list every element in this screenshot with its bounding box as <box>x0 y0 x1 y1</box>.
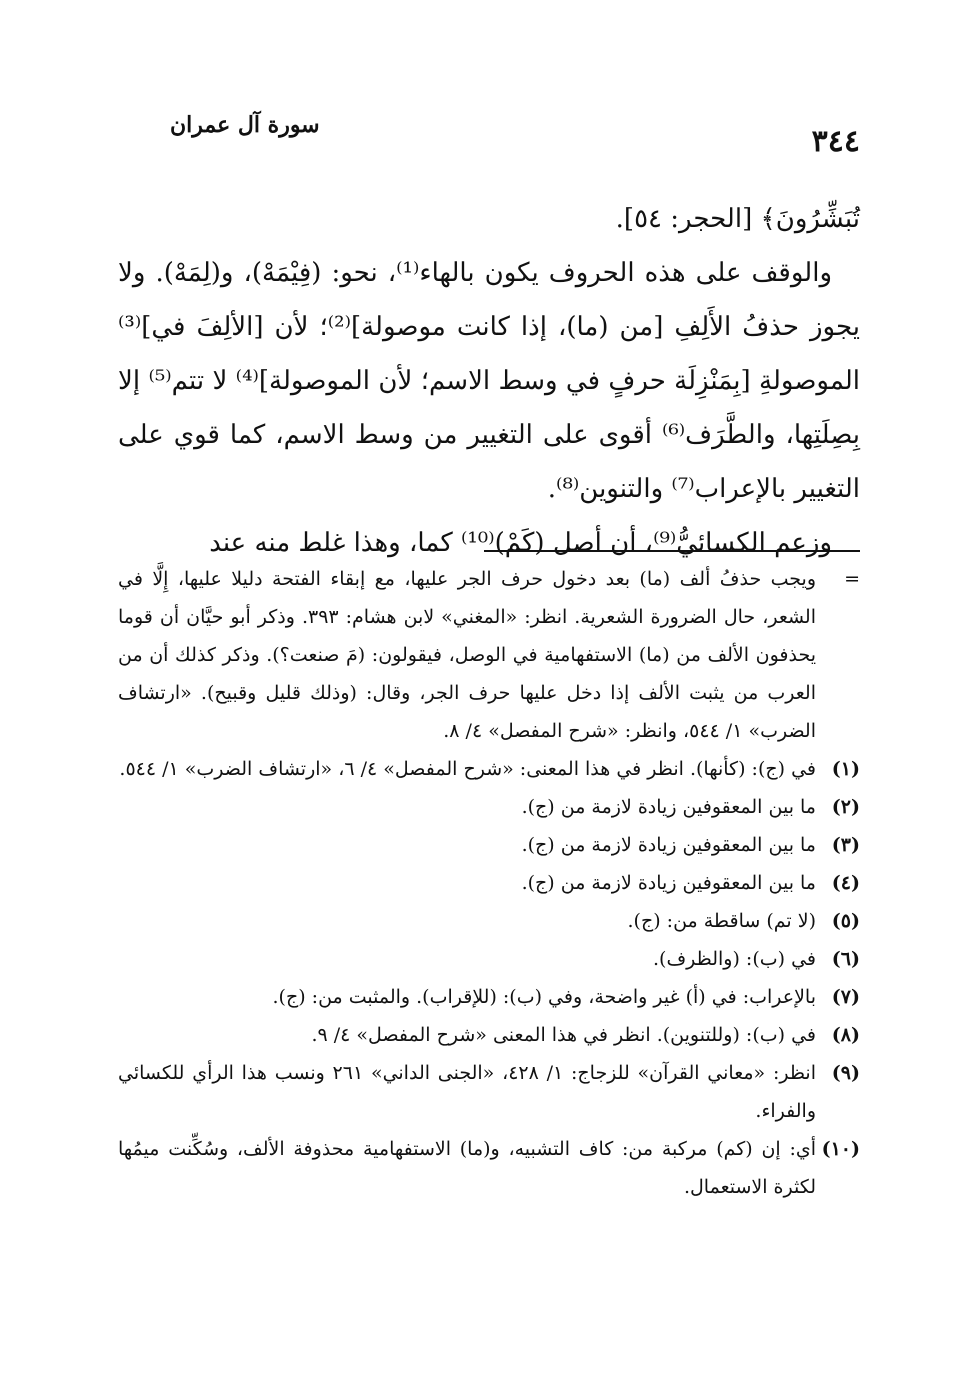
footnote-text: في (ب): (وللتنوين). انظر في هذا المعنى «شرح المفصل» ٤/ ٩. <box>311 1024 816 1046</box>
footnote-number: (٢) <box>831 796 860 818</box>
body-paragraph: والوقف على هذه الحروف يكون بالهاء⁽¹⁾، نحو: (فِيْمَهْ)، و(لِمَهْ). ولا يجوز حذفُ الأَلِفِ [من (ما)، إذا كانت موصولة]⁽²⁾؛ لأن [الألِفَ في]⁽³⁾ الموصولةِ [بِمَنْزِلَة حرفٍ في وسط الاسم؛ لأن الموصولة]⁽⁴⁾ لا تتم⁽⁵⁾ إلا بِصِلَتِها، والطَّرَف⁽⁶⁾ أقوى على التغيير من وسط الاسم، كما قوي على التغيير بالإعراب⁽⁷⁾ والتنوين⁽⁸⁾. <box>118 258 861 504</box>
footnote-number: (٥) <box>831 910 860 932</box>
footnote-number: (٦) <box>831 948 860 970</box>
main-text <box>118 192 860 570</box>
footnote <box>118 1130 860 1206</box>
footnote <box>118 940 860 978</box>
continuation-mark: = <box>844 568 860 590</box>
footnote-text: في (ج): (كأنها). انظر في هذا المعنى: «شرح المفصل» ٤/ ٦، «ارتشاف الضرب» ١/ ٥٤٤. <box>119 758 816 780</box>
page-number: ٣٤٤ <box>811 124 860 159</box>
footnote-number: (١٠) <box>821 1138 860 1160</box>
footnote <box>118 902 860 940</box>
footnote-text: ما بين المعقوفين زيادة لازمة من (ج). <box>521 796 816 818</box>
page-header <box>100 112 860 172</box>
footnote-number: (٩) <box>831 1062 860 1084</box>
footnote-divider <box>484 550 860 552</box>
footnote-text: (لا تم) ساقطة من: (ج). <box>627 910 816 932</box>
footnote <box>118 864 860 902</box>
footnote <box>118 978 860 1016</box>
footnote-text: ما بين المعقوفين زيادة لازمة من (ج). <box>521 872 816 894</box>
footnote-text: في (ب): (والظرف). <box>653 948 816 970</box>
footnote-text: انظر: «معاني القرآن» للزجاج: ١/ ٤٢٨، «الجنى الداني» ٢٦١ ونسب هذا الرأي للكسائي والفراء. <box>118 1062 816 1122</box>
footnote <box>118 1054 860 1130</box>
verse-ending: تُبَشِّرُونَ﴾ [الحجر: ٥٤]. <box>615 204 860 234</box>
footnote-number: (٨) <box>831 1024 860 1046</box>
footnote <box>118 826 860 864</box>
footnote-text: ويجب حذفُ ألف (ما) بعد دخول حرف الجر عليها، مع إبقاء الفتحة دليلا عليها، إِلَّا في الشعر، حال الضرورة الشعرية. انظر: «المغني» لابن هشام: ٣٩٣. وذكر أبو حيَّان أن قوما يحذفون الألف من (ما) الاستفهامية في الوصل، فيقولون: (مَ صنعت؟). وذكر كذلك أن من العرب من يثبت الألف إذا دخل عليها حرف الجر، وقال: (وذلك قليل وقبيح). «ارتشاف الضرب» ١/ ٥٤٤، وانظر: «شرح المفصل» ٤/ ٨. <box>118 568 816 742</box>
footnote-text: ما بين المعقوفين زيادة لازمة من (ج). <box>521 834 816 856</box>
footnote-text: بالإعراب: في (أ) غير واضحة، وفي (ب): (للإقراب). والمثبت من: (ج). <box>272 986 816 1008</box>
footnote-text: أي: إن (كم) مركبة من: كاف التشبيه، و(ما) الاستفهامية محذوفة الألف، وسُكِّنت ميمُها لكثرة الاستعمال. <box>118 1138 816 1198</box>
footnote <box>118 788 860 826</box>
footnotes <box>118 560 860 1206</box>
footnote-number: (٣) <box>831 834 860 856</box>
footnote-number: (٧) <box>831 986 860 1008</box>
running-title: سورة آل عمران <box>170 112 320 138</box>
body-paragraph: وزعم الكسائيُّ⁽⁹⁾، أن أصل (كَمْ)⁽¹⁰⁾ كما، وهذا غلط منه عند <box>209 528 832 558</box>
footnote-number: (١) <box>831 758 860 780</box>
footnote <box>118 750 860 788</box>
footnote <box>118 1016 860 1054</box>
footnote-number: (٤) <box>831 872 860 894</box>
footnote-continuation <box>118 560 860 750</box>
